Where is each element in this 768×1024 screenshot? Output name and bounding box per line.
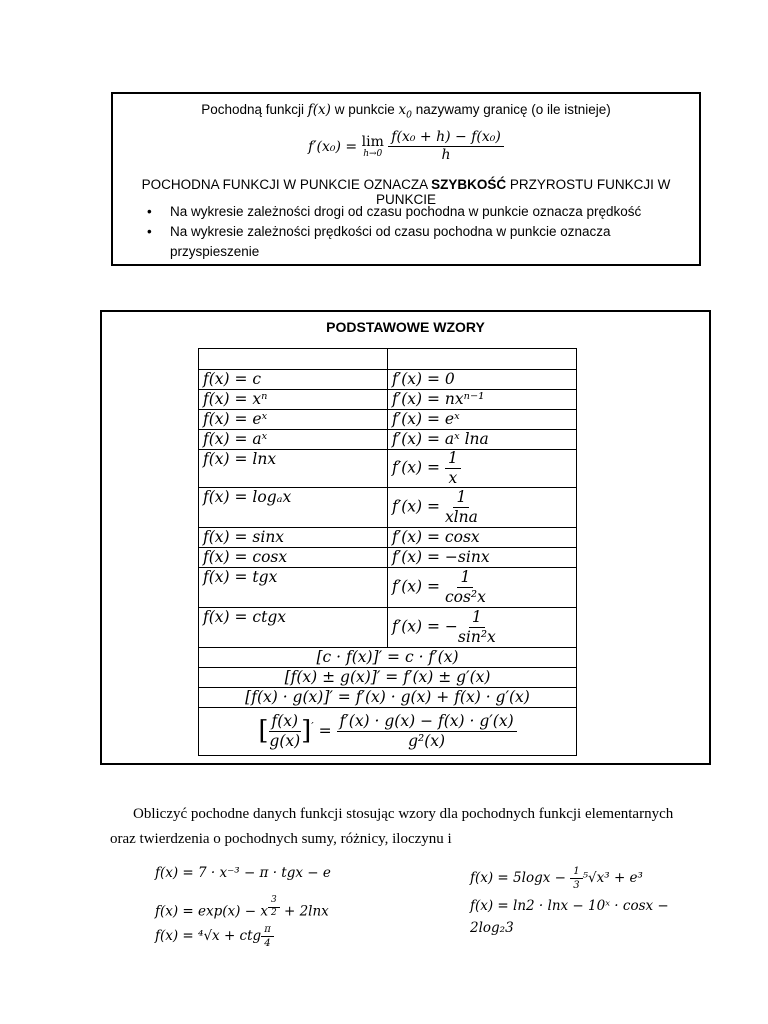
- table-row: [199, 430, 577, 450]
- derivative-cell: [388, 568, 577, 608]
- derivative-cell: f′(x) = 0: [388, 370, 577, 390]
- meaning-text-c: PRZYROSTU FUNKCJI W PUNKCIE: [375, 177, 671, 207]
- derivative-cell: f′(x) = cosx: [388, 528, 577, 548]
- table-row: [199, 488, 577, 528]
- exercise-4-part-b: ⁵√x³ + e³: [582, 870, 643, 886]
- exercise-3: [155, 924, 274, 949]
- fraction-numerator: 1: [457, 569, 473, 588]
- exercise-4-part-a: f(x) = 5logx −: [470, 870, 571, 886]
- function-cell: f(x) = tgx: [199, 568, 388, 608]
- derivative-prefix: f′(x) = −: [392, 617, 458, 636]
- fraction-denominator: x: [448, 469, 458, 488]
- intro-x0: $x_0$: [398, 102, 412, 121]
- quotient-rhs-numerator: f′(x) · g(x) − f(x) · g′(x): [337, 713, 517, 732]
- meaning-text-a: POCHODNA FUNKCJI W PUNKCIE OZNACZA: [141, 177, 432, 192]
- limit-subscript: h→0: [363, 148, 383, 159]
- fraction-denominator: sin²x: [457, 628, 496, 647]
- function-cell: f(x) = lnx: [199, 450, 388, 488]
- fraction-numerator: 1: [445, 450, 461, 469]
- exercise-5-line-1: f(x) = ln2 · lnx − 10ˣ · cosx −: [470, 898, 669, 914]
- difference-quotient: [388, 130, 504, 164]
- derivative-limit-formula: [113, 130, 699, 164]
- table-row: [199, 349, 577, 370]
- fraction-numerator: π: [261, 924, 274, 937]
- rule-product: [f(x) · g(x)]′ = f′(x) · g(x) + f(x) · g′(x): [199, 688, 577, 708]
- meaning-bold: SZYBKOŚĆ: [431, 177, 507, 192]
- rule-quotient: [199, 708, 577, 756]
- instruction-line-2: oraz twierdzenia o pochodnych sumy, różnicy, iloczynu i: [110, 831, 452, 847]
- function-cell: f(x) = xⁿ: [199, 390, 388, 410]
- limit-operator: [362, 135, 384, 159]
- exercise-4: [470, 866, 643, 891]
- bullet-item: • Na wykresie zależności drogi od czasu pochodna w punkcie oznacza prędkość: [135, 202, 679, 222]
- derivative-fraction: [445, 450, 461, 487]
- fraction-numerator: 1: [453, 489, 469, 508]
- derivative-cell: f′(x) = eˣ: [388, 410, 577, 430]
- function-cell: f(x) = ctgx: [199, 608, 388, 648]
- instruction-line-1: Obliczyć pochodne danych funkcji stosując wzory dla pochodnych funkcji elementarnych: [133, 806, 674, 822]
- quotient-numerator: f(x₀ + h) − f(x₀): [388, 130, 504, 147]
- function-cell: f(x) = sinx: [199, 528, 388, 548]
- derivative-prefix: f′(x) =: [392, 497, 445, 516]
- exercise-1: f(x) = 7 · x⁻³ − π · tgx − e: [155, 865, 331, 881]
- bullet-list: [135, 202, 679, 262]
- exercise-2: [155, 896, 329, 919]
- exercise-5-line-2: 2log₂3: [470, 920, 514, 936]
- function-cell: f(x) = logₐx: [199, 488, 388, 528]
- fraction-denominator: cos²x: [444, 588, 486, 607]
- exercise-2-part-b: + 2lnx: [279, 903, 329, 920]
- derivative-cell: [388, 608, 577, 648]
- table-row: [199, 708, 577, 756]
- rule-constant-multiple: [c · f(x)]′ = c · f′(x): [199, 648, 577, 668]
- table-row: [199, 450, 577, 488]
- table-row: [199, 648, 577, 668]
- bracket-right: ]: [301, 716, 312, 747]
- intro-fx: f(x): [307, 102, 331, 118]
- table-row: [199, 548, 577, 568]
- intro-text-b: w punkcie: [330, 102, 399, 117]
- derivative-cell: f′(x) = aˣ lna: [388, 430, 577, 450]
- formulas-table: [198, 348, 577, 756]
- bracket-left: [: [258, 716, 269, 747]
- empty-cell: [388, 349, 577, 370]
- fraction-numerator: 1: [469, 609, 485, 628]
- fraction-denominator: xlna: [444, 508, 478, 527]
- fraction-denominator: 4: [264, 938, 271, 949]
- formula-lhs: f′(x₀) =: [308, 138, 362, 155]
- limit-label: lim: [361, 133, 384, 150]
- function-cell: f(x) = c: [199, 370, 388, 390]
- derivative-fraction: [458, 609, 496, 646]
- table-row: [199, 410, 577, 430]
- quotient-denominator: h: [441, 147, 451, 164]
- exercise-2-exponent: [268, 896, 280, 919]
- table-row: [199, 688, 577, 708]
- equals-sign: =: [318, 722, 337, 741]
- table-row: [199, 390, 577, 410]
- exercise-3-part-a: f(x) = ⁴√x + ctg: [155, 928, 262, 944]
- function-cell: f(x) = aˣ: [199, 430, 388, 450]
- quotient-rhs-denominator: g²(x): [408, 732, 446, 751]
- rule-sum-difference: [f(x) ± g(x)]′ = f′(x) ± g′(x): [199, 668, 577, 688]
- fraction-denominator: 3: [573, 880, 580, 891]
- derivative-fraction: [445, 569, 486, 606]
- derivative-definition-box: [111, 92, 701, 266]
- quotient-lhs-denominator: g(x): [269, 732, 301, 751]
- intro-text-c: nazywamy granicę (o ile istnieje): [411, 102, 611, 117]
- bullet-item: • Na wykresie zależności prędkości od czasu pochodna w punkcie oznacza przyspieszenie: [135, 222, 679, 262]
- derivative-prefix: f′(x) =: [392, 458, 445, 477]
- exponent-denominator: 2: [270, 907, 277, 918]
- table-row: [199, 608, 577, 648]
- exponent-numerator: 3: [268, 896, 280, 908]
- quotient-rhs: [337, 713, 517, 750]
- table-row: [199, 668, 577, 688]
- exercise-4-fraction: [570, 866, 582, 891]
- exercise-2-part-a: f(x) = exp(x) − x: [155, 903, 268, 920]
- function-cell: f(x) = eˣ: [199, 410, 388, 430]
- basic-formulas-box: [100, 310, 711, 765]
- derivative-cell: [388, 450, 577, 488]
- prime-mark: ′: [311, 720, 314, 733]
- exercise-3-fraction: [261, 924, 274, 949]
- definition-intro: [113, 102, 699, 121]
- derivative-fraction: [445, 489, 478, 526]
- derivative-prefix: f′(x) =: [392, 577, 445, 596]
- table-row: [199, 528, 577, 548]
- fraction-numerator: 1: [570, 866, 582, 879]
- quotient-lhs-numerator: f(x): [269, 713, 302, 732]
- empty-cell: [199, 349, 388, 370]
- derivative-cell: [388, 488, 577, 528]
- quotient-lhs: [269, 713, 302, 750]
- formulas-title: PODSTAWOWE WZORY: [326, 319, 485, 335]
- derivative-cell: f′(x) = nxⁿ⁻¹: [388, 390, 577, 410]
- derivative-cell: f′(x) = −sinx: [388, 548, 577, 568]
- table-row: [199, 370, 577, 390]
- function-cell: f(x) = cosx: [199, 548, 388, 568]
- intro-text-a: Pochodną funkcji: [201, 102, 308, 117]
- table-row: [199, 568, 577, 608]
